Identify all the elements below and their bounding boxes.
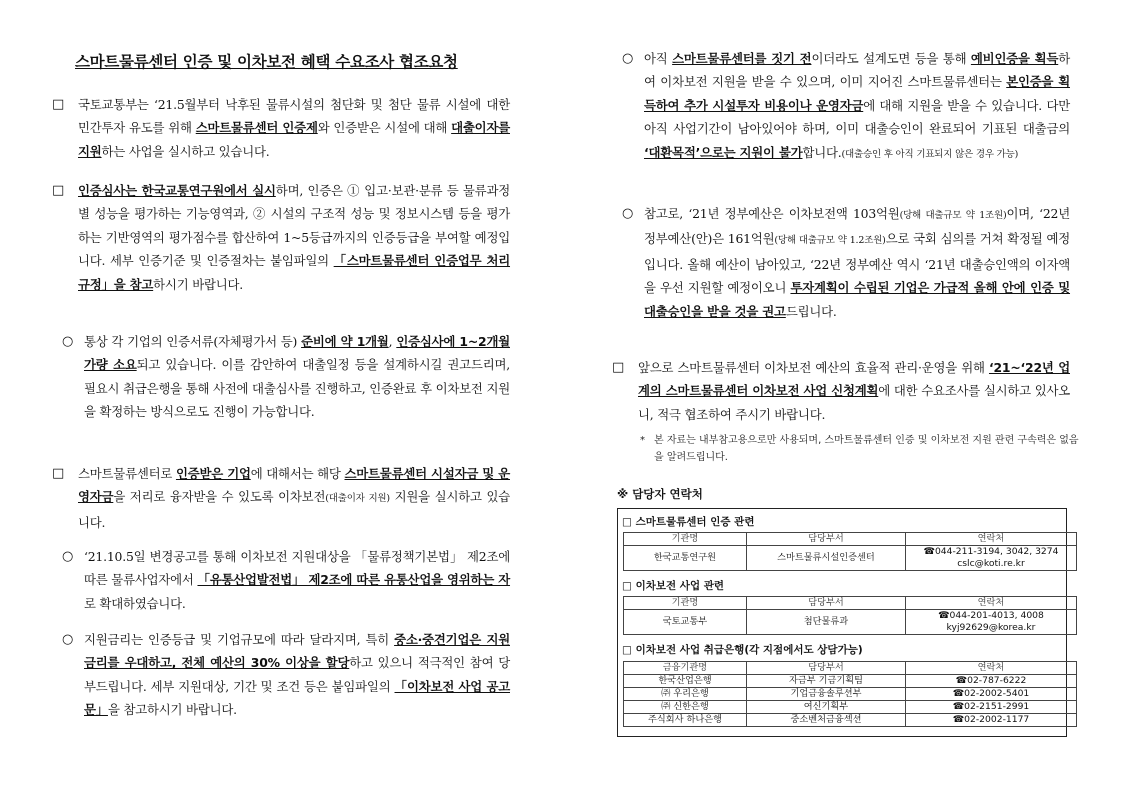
phone-number: ☎02-2002-1177 — [906, 714, 1077, 727]
emphasis: 스마트물류센터 인증제 — [195, 120, 318, 136]
table-row — [624, 688, 1077, 701]
phone-number: ☎02-2151-2991 — [906, 701, 1077, 714]
text: 에 대한 수요조사를 실시하고 있사오니, 적극 협조하여 주시기 바랍니다. — [638, 383, 1071, 422]
text: 지원을 실시하고 있습니다. — [78, 489, 511, 530]
section-heading-interest-support — [622, 578, 724, 593]
text: ‘21.10.5일 변경공고를 통해 이차보전 지원대상을 「물류정책기본법」 제2조에 따른 물류사업자에서 — [84, 549, 510, 588]
section-title: 이차보전 사업 취급은행(각 지점에서도 상담가능) — [635, 644, 863, 656]
header-cell: 기관명 — [624, 597, 747, 610]
text: 하는 사업을 실시하고 있습니다. — [101, 143, 270, 159]
email-address[interactable]: kyj92629@korea.kr — [946, 622, 1036, 633]
text: 하고 있으니 적극적인 참여 당부드립니다. 세부 지원대상, 기간 및 조건 등은 붙임파일의 — [84, 655, 510, 694]
emphasis: 「유통산업발전법」 제2조에 따른 유통산업을 영위하는 자 — [197, 572, 511, 588]
paragraph-eligibility-change — [52, 545, 510, 615]
text: 스마트물류센터로 — [78, 466, 176, 481]
table-header-row — [624, 597, 1077, 610]
paragraph-certification-review — [52, 179, 510, 296]
section-heading-banks — [622, 642, 863, 657]
paragraph-interest-support — [52, 462, 510, 534]
header-cell: 담당부서 — [747, 597, 906, 610]
text: 하시기 바랍니다. — [153, 276, 244, 292]
small-text: (대출승인 후 아직 기표되지 않은 경우 가능) — [841, 148, 1019, 160]
text: 으로 국회 심의를 거쳐 확정될 예정입니다. 올해 예산이 남아있고, ‘22년 정부예산 역시 ‘21년 대출승인액의 이자액을 우선 지원할 예정이오니 — [644, 231, 1071, 296]
emphasis: 중소·중견기업은 지원금리를 우대하고, 전체 예산의 30% 이상을 할당 — [84, 632, 510, 671]
emphasis: 예비인증을 획득 — [970, 51, 1059, 66]
text: 드립니다. — [785, 303, 837, 319]
paragraph-demand-survey — [612, 356, 1070, 426]
text: 지원금리는 인증등급 및 기업규모에 따라 달라지며, 특히 — [84, 632, 395, 647]
text: 하며, 인증은 ① 입고·보관·분류 등 물류과정별 성능을 평가하는 기능영역과, ② 시설의 구조적 성능 및 정보시스템 등을 평가하는 기반영역의 평가점수를 합산하여 1~5등급까지의 인증등급을 부여할 예정입니다. 세부 인증기준 및 인증절차는 붙임파일의 — [78, 183, 510, 269]
dept-cell: 여신기획부 — [747, 701, 906, 714]
emphasis: 인증심사는 한국교통연구원에서 실시 — [78, 183, 276, 198]
dept-cell: 자금부 기금기획팀 — [747, 675, 906, 688]
contact-cell — [906, 610, 1077, 635]
emphasis: 스마트물류센터 시설자금 및 운영자금 — [78, 466, 510, 505]
phone-number: ☎044-201-4013, 4008 — [938, 610, 1044, 621]
circle-bullet: ○ — [622, 206, 634, 221]
header-cell: 금융기관명 — [624, 662, 747, 675]
contacts-title: 담당자 연락처 — [632, 487, 703, 501]
square-bullet: □ — [622, 516, 632, 528]
table-row — [624, 675, 1077, 688]
emphasis: 본인증을 획득하여 추가 시설투자 비용이나 운영자금 — [644, 74, 1070, 113]
disclaimer-note — [640, 432, 1086, 466]
table-row — [624, 701, 1077, 714]
small-text: (대출이자 지원) — [325, 493, 390, 505]
text: 합니다. — [802, 144, 842, 160]
dept-cell: 스마트물류시설인증센터 — [747, 546, 906, 571]
paragraph-pre-certification — [612, 47, 1070, 166]
paragraph-certification-timeline — [52, 330, 510, 424]
org-cell: 국토교통부 — [624, 610, 747, 635]
text: 앞으로 스마트물류센터 이차보전 예산의 효율적 관리·운영을 위해 — [638, 360, 989, 375]
org-cell: ㈜ 신한은행 — [624, 701, 747, 714]
org-cell: 한국교통연구원 — [624, 546, 747, 571]
text: 통상 각 기업의 인증서류(자체평가서 등) — [84, 334, 302, 349]
emphasis: 준비에 약 1개월 — [301, 334, 389, 349]
text: 국토교통부는 ‘21.5월부터 낙후된 물류시설의 첨단화 및 첨단 물류 시설에 대한 민간투자 유도를 위해 — [78, 97, 510, 136]
reference-mark: ※ — [617, 487, 629, 501]
phone-number: ☎044-211-3194, 3042, 3274 — [923, 546, 1059, 557]
table-row — [624, 546, 1077, 571]
section-title: 이차보전 사업 관련 — [635, 580, 725, 592]
small-text: (당해 대출규모 약 1.2조원) — [774, 235, 886, 247]
text: 에 대해 지원을 받을 수 있습니다. 다만 아직 사업기간이 남아있어야 하며, 이미 대출승인이 완료되어 기표된 대출금의 — [644, 97, 1070, 137]
table-row — [624, 714, 1077, 727]
contact-table-interest-support — [623, 596, 1077, 635]
contact-table-certification — [623, 532, 1077, 571]
emphasis: 인증받은 기업 — [175, 466, 251, 481]
table-row — [624, 610, 1077, 635]
section-title: 스마트물류센터 인증 관련 — [635, 516, 755, 528]
section-heading-certification — [622, 514, 754, 529]
emphasis: 스마트물류센터를 짓기 전 — [672, 51, 812, 66]
star-bullet: * — [640, 435, 645, 446]
square-bullet: □ — [52, 183, 65, 198]
emphasis: 투자계획이 수립된 기업은 가급적 올해 안에 인증 및 대출승인을 받을 것을 권고 — [644, 280, 1071, 319]
org-cell: 한국산업은행 — [624, 675, 747, 688]
paragraph-interest-rate — [52, 628, 510, 722]
phone-number: ☎02-2002-5401 — [906, 688, 1077, 701]
paragraph-program-intro — [52, 93, 510, 163]
header-cell: 연락처 — [906, 597, 1077, 610]
header-cell: 담당부서 — [747, 662, 906, 675]
phone-number: ☎02-787-6222 — [906, 675, 1077, 688]
email-address[interactable]: cslc@koti.re.kr — [957, 558, 1025, 569]
emphasis: 「스마트물류센터 인증업무 처리규정」을 참고 — [78, 253, 511, 292]
square-bullet: □ — [612, 360, 625, 375]
header-cell: 연락처 — [906, 533, 1077, 546]
text: 하여 이차보전 지원을 받을 수 있으며, 이미 지어진 스마트물류센터는 — [644, 51, 1071, 90]
square-bullet: □ — [52, 97, 65, 112]
text: , — [388, 334, 397, 349]
emphasis: 「이차보전 사업 공고문」 — [84, 678, 510, 718]
square-bullet: □ — [52, 466, 65, 481]
text: 되고 있습니다. 이를 감안하여 대출일정 등을 설계하시길 권고드리며, 필요시 취급은행을 통해 사전에 대출심사를 진행하고, 인증완료 후 이차보전 지원을 확정하는 방식으로도 진행이 가능합니다. — [84, 357, 510, 420]
dept-cell: 중소벤처금융섹션 — [747, 714, 906, 727]
square-bullet: □ — [622, 580, 632, 592]
contact-cell — [906, 546, 1077, 571]
text: 참고로, ‘21년 정부예산은 이차보전액 103억원 — [644, 206, 900, 221]
circle-bullet: ○ — [62, 632, 74, 647]
header-cell: 기관명 — [624, 533, 747, 546]
emphasis: ‘대환목적’으로는 지원이 불가 — [644, 144, 803, 160]
text: 로 확대하였습니다. — [84, 595, 186, 611]
paragraph-budget — [612, 202, 1070, 323]
header-cell: 담당부서 — [747, 533, 906, 546]
text: 에 대해서는 해당 — [250, 466, 345, 481]
emphasis: 대출이자를 지원 — [78, 120, 510, 159]
small-text: (당해 대출규모 약 1조원) — [899, 210, 1007, 221]
circle-bullet: ○ — [622, 51, 634, 66]
header-cell: 연락처 — [906, 662, 1077, 675]
emphasis: ‘21~‘22년 업계의 스마트물류센터 이차보전 사업 신청계획 — [638, 360, 1070, 399]
table-header-row — [624, 662, 1077, 675]
contact-table-banks — [623, 661, 1077, 727]
circle-bullet: ○ — [62, 549, 74, 564]
org-cell: ㈜ 우리은행 — [624, 688, 747, 701]
document-title: 스마트물류센터 인증 및 이차보전 혜택 수요조사 협조요청 — [75, 53, 458, 71]
table-header-row — [624, 533, 1077, 546]
emphasis: 인증심사에 1~2개월 가량 소요 — [84, 334, 510, 373]
dept-cell: 첨단물류과 — [747, 610, 906, 635]
contacts-heading — [617, 486, 703, 502]
text: 을 저리로 융자받을 수 있도록 이차보전 — [113, 489, 326, 505]
dept-cell: 기업금융솔루션부 — [747, 688, 906, 701]
text: 을 참고하시기 바랍니다. — [107, 702, 237, 718]
note-text: 본 자료는 내부참고용으로만 사용되며, 스마트물류센터 인증 및 이차보전 지원 관련 구속력은 없음을 알려드립니다. — [654, 435, 1079, 463]
text: 아직 — [644, 51, 673, 66]
circle-bullet: ○ — [62, 334, 74, 349]
text: 이며, ‘22년 정부예산(안)은 161억원 — [644, 206, 1070, 247]
square-bullet: □ — [622, 644, 632, 656]
text: 이더라도 설계도면 등을 통해 — [811, 51, 971, 66]
org-cell: 주식회사 하나은행 — [624, 714, 747, 727]
text: 와 인증받은 시설에 대해 — [317, 120, 452, 136]
contacts-box — [617, 508, 1067, 737]
